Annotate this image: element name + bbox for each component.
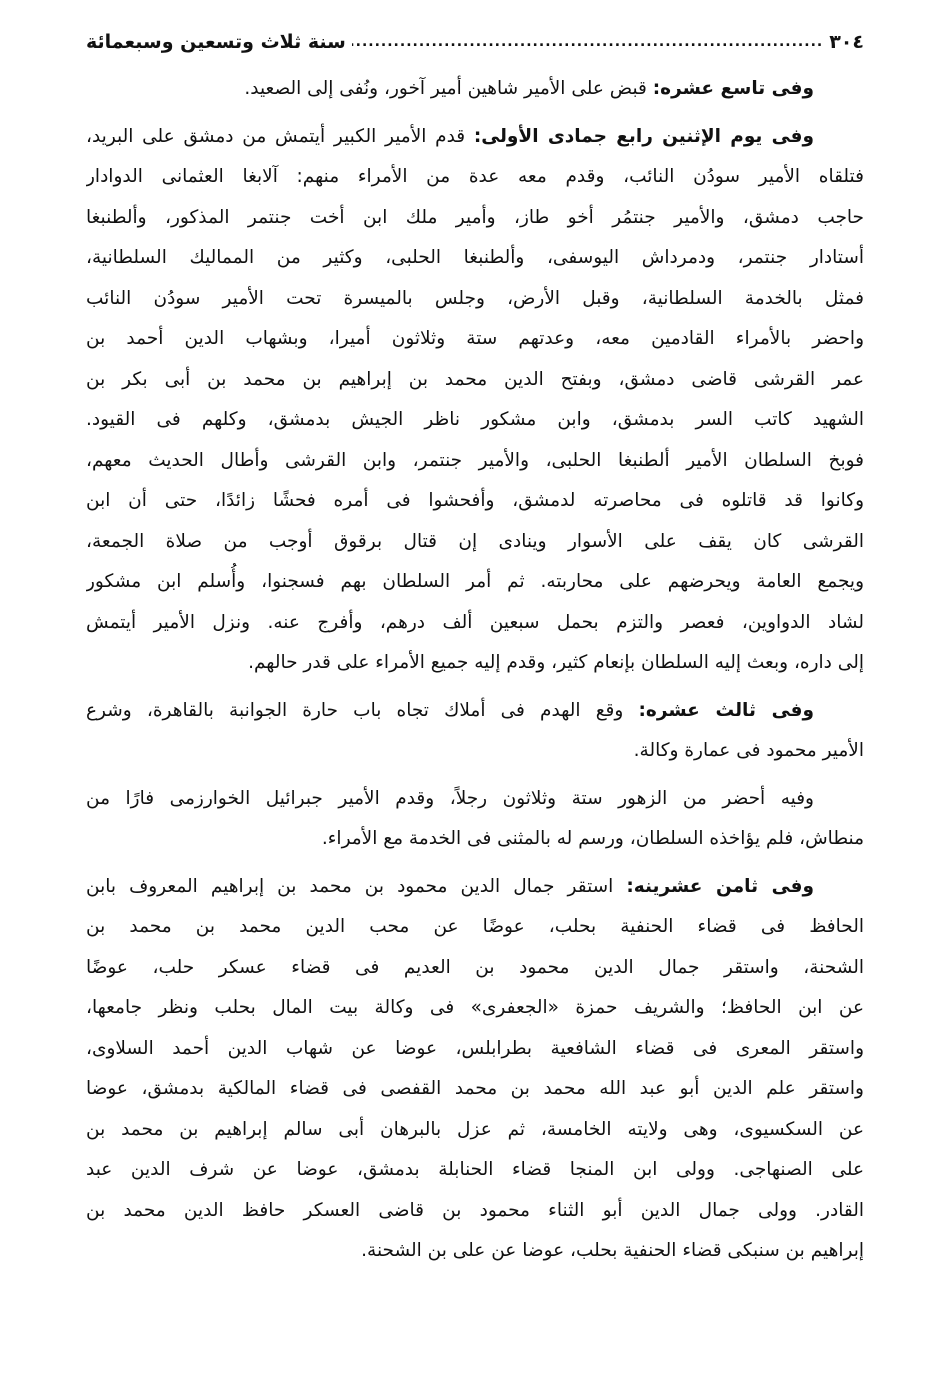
line-text: فمثل بالخدمة السلطانية، وقبل الأرض، وجلس بالميسرة تحت الأمير سودُن النائب: [86, 287, 864, 309]
text-line: [86, 948, 864, 989]
text-line: [86, 441, 864, 482]
line-text: القرشى كان يقف على الأسوار وينادى إن قتال برقوق أوجب من صلاة الجمعة،: [86, 530, 864, 552]
paragraph-lead: وفى ثامن عشرينه:: [626, 875, 815, 897]
line-text: قدم الأمير الكبير أيتمش من دمشق على البريد،: [86, 125, 474, 147]
text-line: [86, 117, 864, 158]
text-line: [86, 198, 864, 239]
line-text: عن السكسيوى، وهى ولايته الخامسة، ثم عزل بالبرهان أبى سالم إبراهيم بن محمد بن: [86, 1118, 864, 1140]
text-line: [86, 731, 864, 772]
paragraph: [86, 69, 864, 110]
line-text: وفيه أحضر من الزهور ستة وثلاثون رجلاً، وقدم الأمير جبرائيل الخوارزمى فارًا من: [86, 787, 814, 809]
line-text: واحضر بالأمراء القادمين معه، وعدتهم ستة وثلاثون أميرا، وبشهاب الدين أحمد بن: [86, 328, 864, 349]
line-text: لشاد الدواوين، فعصر والتزم بحمل سبعين ألف درهم، وأفرج عنه. ونزل الأمير أيتمش: [86, 611, 864, 633]
paragraph: [86, 779, 864, 860]
text-line: [86, 1191, 864, 1232]
text-line: [86, 481, 864, 522]
page-number: ٣٠٤: [829, 31, 864, 53]
paragraph: [86, 117, 864, 684]
text-line: [86, 69, 864, 110]
text-line: [86, 238, 864, 279]
dot-leader: [352, 34, 823, 50]
line-text: الحافظ فى قضاء الحنفية بحلب، عوضًا عن محب الدين محمد بن محمد بن: [86, 916, 864, 937]
text-line: [86, 988, 864, 1029]
paragraph-lead: وفى تاسع عشره:: [652, 78, 814, 99]
text-line: [86, 779, 864, 820]
text-line: [86, 1231, 864, 1272]
text-line: [86, 279, 864, 320]
text-line: [86, 1029, 864, 1070]
text-line: [86, 157, 864, 198]
line-text: قبض على الأمير شاهين أمير آخور، ونُفى إلى الصعيد.: [244, 78, 653, 99]
line-text: وقع الهدم فى أملاك تجاه باب حارة الجوانبة بالقاهرة، وشرع: [86, 699, 639, 721]
line-text: الأمير محمود فى عمارة وكالة.: [633, 740, 864, 761]
text-line: [86, 1069, 864, 1110]
text-line: [86, 360, 864, 401]
line-text: أستادار جنتمر، ودمرداش اليوسفى، وألطنبغا الحلبى، وكثير من المماليك السلطانية،: [86, 247, 864, 268]
line-text: منطاش، فلم يؤاخذه السلطان، ورسم له بالمثنى فى الخدمة مع الأمراء.: [321, 828, 864, 849]
line-text: ويجمع العامة ويحرضهم على محاربته. ثم أمر السلطان بهم فسجنوا، وأُسلم ابن مشكور: [86, 571, 864, 592]
paragraph-lead: وفى ثالث عشره:: [638, 699, 815, 721]
line-text: الشحنة، واستقر جمال الدين محمود بن العديم فى قضاء عسكر حلب، عوضًا: [86, 956, 864, 978]
line-text: فوبخ السلطان الأمير ألطنبغا الحلبى، والأمير جنتمر، وابن القرشى وأطال الحديث معهم،: [86, 449, 864, 471]
text-line: [86, 643, 864, 684]
line-text: واستقر علم الدين أبو عبد الله محمد بن محمد القفصى فى قضاء المالكية بدمشق، عوضا: [86, 1078, 864, 1099]
text-line: [86, 819, 864, 860]
line-text: إلى داره، وبعث إليه السلطان بإنعام كثير، وقدم إليه جميع الأمراء على قدر حالهم.: [248, 652, 864, 673]
line-text: عمر القرشى قاضى دمشق، وبفتح الدين محمد بن إبراهيم بن محمد بن أبى بكر بن: [86, 368, 864, 390]
text-line: [86, 1150, 864, 1191]
line-text: فتلقاه الأمير سودُن النائب، وقدم معه عدة من الأمراء منهم: آلابغا العثمانى الدوادار: [86, 166, 864, 187]
text-line: [86, 603, 864, 644]
text-line: [86, 522, 864, 563]
text-line: [86, 691, 864, 732]
text-line: [86, 1110, 864, 1151]
line-text: واستقر المعرى فى قضاء الشافعية بطرابلس، عوضا عن شهاب الدين أحمد السلاوى،: [86, 1037, 864, 1059]
paragraph: [86, 691, 864, 772]
line-text: إبراهيم بن سنبكى قضاء الحنفية بحلب، عوضا عن على بن الشحنة.: [361, 1240, 864, 1261]
paragraph-lead: وفى يوم الإثنين رابع جمادى الأولى:: [473, 125, 814, 147]
line-text: الشهيد كاتب السر بدمشق، وابن مشكور ناظر الجيش بدمشق، وكلهم فى القيود.: [86, 409, 864, 430]
text-line: [86, 400, 864, 441]
running-title: سنة ثلاث وتسعين وسبعمائة: [86, 31, 346, 53]
line-text: وكانوا قد قاتلوه فى محاصرته لدمشق، وأفحشوا فى أمره فحشًا زائدًا، حتى أن ابن: [86, 490, 864, 511]
text-line: [86, 907, 864, 948]
page-body: [86, 69, 864, 1272]
line-text: استقر جمال الدين محمود بن محمد بن إبراهيم المعروف بابن: [86, 875, 627, 897]
line-text: على الصنهاجى. وولى ابن المنجا قضاء الحنابلة بدمشق، عوضا عن شرف الدين عبد: [86, 1159, 864, 1180]
text-line: [86, 319, 864, 360]
line-text: حاجب دمشق، والأمير جنتمُر أخو طاز، وأمير ملك ابن أخت جنتمر المذكور، وألطنبغا: [86, 206, 864, 228]
text-line: [86, 867, 864, 908]
running-header: [86, 22, 864, 62]
book-page: [86, 22, 864, 1272]
paragraph: [86, 867, 864, 1272]
line-text: القادر. وولى جمال الدين أبو الثناء محمود بن قاضى العسكر حافظ الدين محمد بن: [86, 1199, 864, 1221]
line-text: عن ابن الحافظ؛ والشريف حمزة «الجعفرى» فى وكالة بيت المال بحلب ونظر جامعها،: [86, 997, 864, 1018]
text-line: [86, 562, 864, 603]
